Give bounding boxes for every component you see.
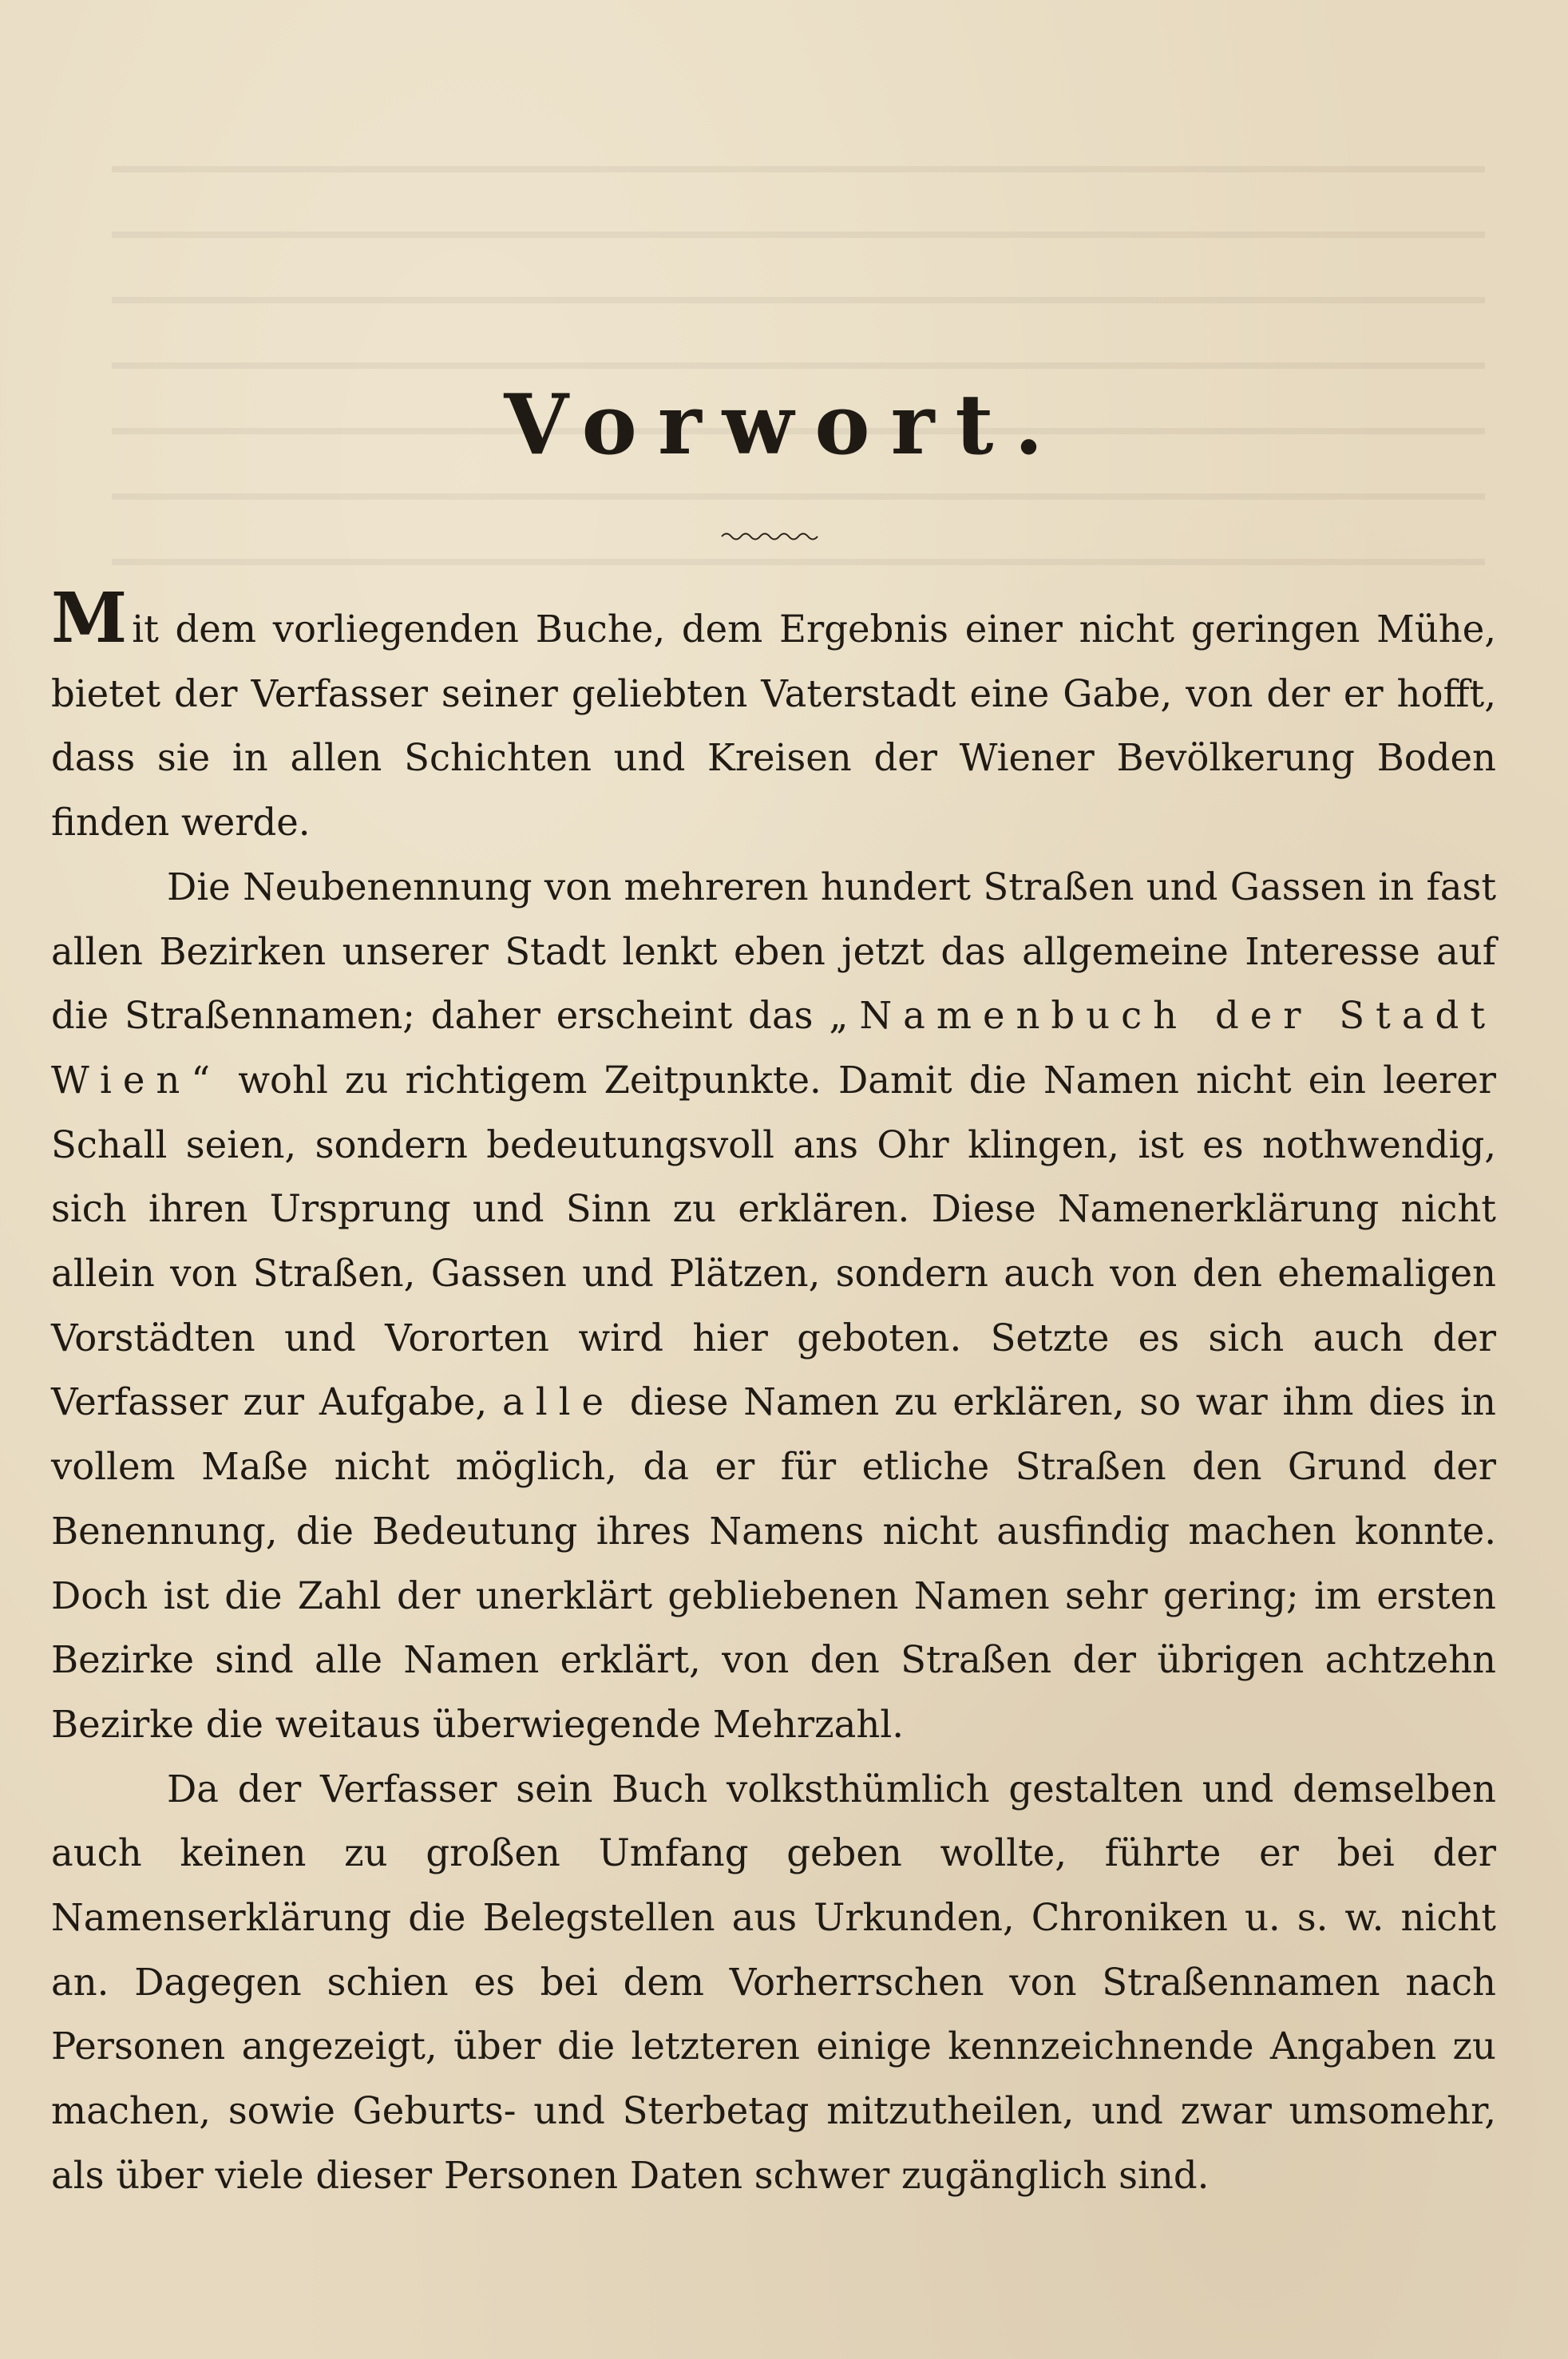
paragraph-2-text-c: wohl zu richtigem Zeitpunkte. Damit die Namen nicht ein leerer Schall seien, sondern bedeutungsvoll ans Ohr klingen, ist es nothwendig, sich ihren Ursprung und Sinn zu erklären. Diese Namenerklärung nicht allein von Straßen, Gassen und Plätzen, sondern auch von den ehemaligen Vorstädten und Vororten wird hier geboten. Setzte es sich auch der Verfasser zur Aufgabe,: [51, 1058, 1496, 1424]
book-title-spaced: „Namenbuch der Stadt Wien“: [51, 994, 1497, 1102]
show-through-text: [112, 120, 1485, 567]
paragraph-3-text: Da der Verfasser sein Buch volksthümlich gestalten und demselben auch keinen zu großen Umfang geben wollte, führte er bei der Namenserklärung die Belegstellen aus Urkunden, Chroniken u. s. w. nicht an. Dagegen schien es bei dem Vorherrschen von Straßennamen nach Personen angezeigt, über die letzteren einige kennzeichnende Angaben zu machen, sowie Geburts- und Sterbetag mitzutheilen, und zwar umsomehr, als über viele dieser Personen Daten schwer zugänglich sind.: [51, 1767, 1496, 2197]
paragraph-2: [51, 855, 1496, 1757]
body-text: [51, 578, 1497, 2208]
wavy-rule-ornament-icon: [720, 527, 824, 546]
page-title: Vorwort.: [504, 375, 1064, 473]
emphasis-alle: alle: [502, 1380, 615, 1424]
paragraph-1: [51, 578, 1496, 855]
paragraph-3: [51, 1757, 1496, 2208]
paragraph-1-text: it dem vorliegenden Buche, dem Ergebnis einer nicht geringen Mühe, bietet der Verfasser seiner geliebten Vaterstadt eine Gabe, von der er hofft, dass sie in allen Schichten und Kreisen der Wiener Bevölkerung Boden finden werde.: [51, 608, 1496, 845]
drop-cap: M: [51, 578, 128, 659]
paragraph-2-text-a: Die Neubenennung von mehreren hundert Straßen und Gassen in fast allen Bezirken unserer Stadt lenkt eben jetzt das allgemeine Interesse auf die Straßennamen; daher erscheint das: [51, 865, 1496, 1038]
paragraph-2-text-e: diese Namen zu erklären, so war ihm dies in vollem Maße nicht möglich, da er für etliche Straßen den Grund der Benennung, die Bedeutung ihres Namens nicht ausfindig machen konnte. Doch ist die Zahl der unerklärt gebliebenen Namen sehr gering; im ersten Bezirke sind alle Namen erklärt, von den Straßen der übrigen achtzehn Bezirke die weitaus überwiegende Mehrzahl.: [51, 1380, 1496, 1746]
